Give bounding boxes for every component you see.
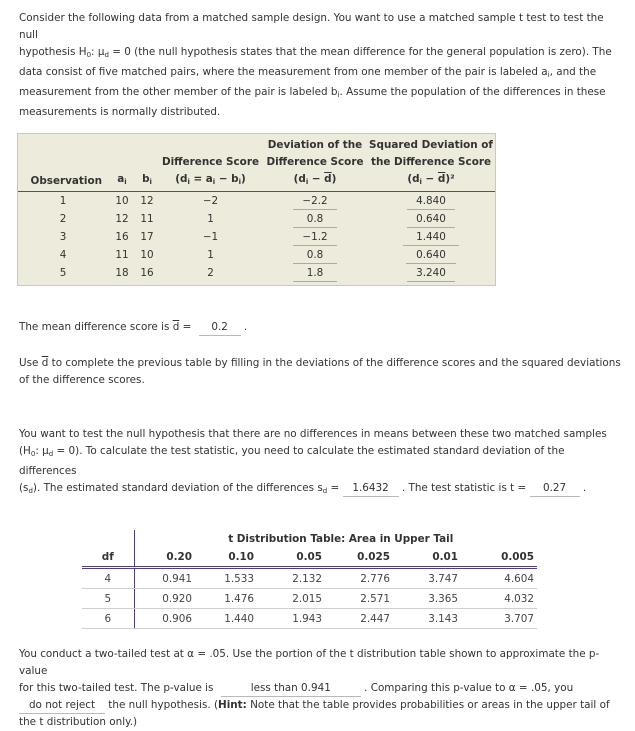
- squared-deviation-input[interactable]: 4.840: [407, 193, 455, 210]
- t-value-cell: 1.476: [198, 589, 268, 609]
- difference-cell: 2: [207, 267, 214, 279]
- difference-cell: −1: [202, 231, 219, 243]
- sq-header-formula: $(d_i - \overline{d})^2$: [367, 171, 495, 192]
- tail-header: 0.01: [404, 548, 472, 568]
- diff-header-formula: $(d_i = a_i - b_i)$: [158, 171, 263, 192]
- t-table-title: t Distribution Table: Area in Upper Tail: [228, 533, 454, 545]
- mean-difference-line: The mean difference score is $\overline{d} = 0.2$ .: [19, 319, 624, 336]
- test-line-1: You want to test the null hypothesis that there are no differences in means between these two matched samples: [19, 428, 607, 440]
- t-value-cell: 1.440: [198, 609, 268, 629]
- table-row: [18, 228, 495, 246]
- t-value-cell: 2.447: [336, 609, 404, 629]
- standard-deviation-input[interactable]: 1.6432: [343, 481, 399, 497]
- t-value-cell: 3.365: [404, 589, 472, 609]
- diff-header-line1: Difference Score: [162, 156, 259, 168]
- squared-deviation-input[interactable]: 1.440: [403, 229, 459, 246]
- conclusion-line-2: for this two-tailed test. The p-value is less than 0.941 . Comparing this p-value to α = .05, you: [19, 680, 624, 697]
- table-row: [18, 210, 495, 228]
- test-line-3: $(s_d)$. The estimated standard deviation of the differences $s_d = 1.6432$ . The test statistic is t = 0.27 .: [19, 482, 587, 495]
- instruction-line-2: of the difference scores.: [19, 374, 145, 386]
- t-value-cell: 3.707: [472, 609, 537, 629]
- data-table-panel: [17, 133, 496, 286]
- t-value-cell: 3.143: [404, 609, 472, 629]
- dev-header-formula: $(d_i - \overline{d})$: [263, 171, 367, 192]
- mean-difference-input[interactable]: 0.2: [199, 320, 241, 336]
- df-header: df: [82, 548, 134, 568]
- table-row: [82, 609, 537, 629]
- squared-deviation-input[interactable]: 0.640: [406, 247, 456, 264]
- a-cell: 18: [115, 267, 129, 279]
- df-cell: 5: [82, 589, 134, 609]
- t-distribution-table: [82, 530, 537, 629]
- observation-cell: 5: [59, 267, 67, 279]
- conclusion-paragraph: [19, 646, 624, 731]
- dev-header-line2: Difference Score: [266, 156, 364, 168]
- instruction-line-1: Use $\overline{d}$ to complete the previous table by filling in the deviations of the difference scores and the squared deviations: [19, 357, 621, 369]
- deviation-input[interactable]: 0.8: [293, 247, 337, 264]
- intro-line-3: data consist of five matched pairs, where the measurement from one member of the pair is labeled $a_i$, and the: [19, 66, 597, 79]
- a-header: $a_i$: [108, 171, 136, 192]
- table-row: [18, 264, 495, 282]
- b-cell: 12: [140, 195, 154, 207]
- df-cell: 4: [82, 568, 134, 589]
- deviation-input[interactable]: −1.2: [293, 229, 337, 246]
- t-value-cell: 3.747: [404, 568, 472, 589]
- intro-line-2: hypothesis $H_0$: $\mu_d = 0$ (the null hypothesis states that the mean difference for the general population is zero). The: [19, 46, 612, 59]
- b-header: $b_i$: [136, 171, 158, 192]
- table-row: [82, 589, 537, 609]
- decision-select[interactable]: do not reject: [19, 698, 105, 714]
- table-row: [18, 192, 495, 211]
- squared-deviation-input[interactable]: 0.640: [407, 211, 455, 228]
- tail-header: 0.10: [198, 548, 268, 568]
- t-value-cell: 4.032: [472, 589, 537, 609]
- t-value-cell: 2.132: [268, 568, 336, 589]
- conclusion-line-3: do not reject the null hypothesis. (Hint: Note that the table provides probabilities or areas in the upper tail of: [19, 697, 624, 714]
- deviation-input[interactable]: 0.8: [293, 211, 337, 228]
- observation-cell: 4: [59, 249, 67, 261]
- table-row: [18, 246, 495, 264]
- deviation-input[interactable]: −2.2: [293, 193, 337, 210]
- t-value-cell: 4.604: [472, 568, 537, 589]
- df-cell: 6: [82, 609, 134, 629]
- t-value-cell: 2.571: [336, 589, 404, 609]
- difference-cell: 1: [207, 249, 214, 261]
- a-cell: 12: [115, 213, 129, 225]
- dev-header-line1: Deviation of the: [267, 139, 363, 151]
- t-value-cell: 2.015: [268, 589, 336, 609]
- squared-deviation-input[interactable]: 3.240: [407, 265, 455, 282]
- table-row: [82, 568, 537, 589]
- difference-score-table: [18, 134, 495, 282]
- tail-header: 0.005: [472, 548, 537, 568]
- observation-cell: 3: [59, 231, 67, 243]
- conclusion-line-1: You conduct a two-tailed test at α = .05. Use the portion of the t distribution table shown to approximate the p-value: [19, 648, 600, 677]
- t-value-cell: 1.533: [198, 568, 268, 589]
- observation-cell: 2: [59, 213, 67, 225]
- tail-header: 0.20: [134, 548, 198, 568]
- b-cell: 17: [140, 231, 154, 243]
- tail-header: 0.05: [268, 548, 336, 568]
- t-value-cell: 2.776: [336, 568, 404, 589]
- test-statistic-paragraph: [19, 426, 624, 500]
- difference-cell: 1: [207, 213, 214, 225]
- b-cell: 10: [140, 249, 154, 261]
- t-value-cell: 0.906: [134, 609, 198, 629]
- instruction-paragraph: [19, 355, 624, 389]
- intro-line-4: measurement from the other member of the pair is labeled $b_i$. Assume the population of the differences in these: [19, 86, 606, 99]
- test-line-2: ($H_0$: $\mu_d = 0$). To calculate the test statistic, you need to calculate the estimated standard deviation of the differences: [19, 445, 565, 477]
- b-cell: 11: [140, 213, 154, 225]
- intro-line-5: measurements is normally distributed.: [19, 106, 221, 118]
- test-statistic-input[interactable]: 0.27: [530, 481, 580, 497]
- sq-header-line1: Squared Deviation of: [369, 139, 493, 151]
- t-value-cell: 1.943: [268, 609, 336, 629]
- difference-cell: −2: [202, 195, 219, 207]
- observation-header: Observation: [18, 171, 108, 192]
- a-cell: 11: [115, 249, 129, 261]
- t-value-cell: 0.941: [134, 568, 198, 589]
- a-cell: 16: [115, 231, 129, 243]
- tail-header: 0.025: [336, 548, 404, 568]
- observation-cell: 1: [59, 195, 67, 207]
- t-value-cell: 0.920: [134, 589, 198, 609]
- a-cell: 10: [115, 195, 129, 207]
- sq-header-line2: the Difference Score: [370, 156, 492, 168]
- intro-line-1: Consider the following data from a matched sample design. You want to use a matched sample t test to test the null: [19, 12, 604, 41]
- intro-paragraph: [19, 10, 624, 121]
- conclusion-line-4: the t distribution only.): [19, 716, 138, 728]
- p-value-select[interactable]: less than 0.941: [221, 681, 361, 697]
- b-cell: 16: [140, 267, 154, 279]
- deviation-input[interactable]: 1.8: [293, 265, 337, 282]
